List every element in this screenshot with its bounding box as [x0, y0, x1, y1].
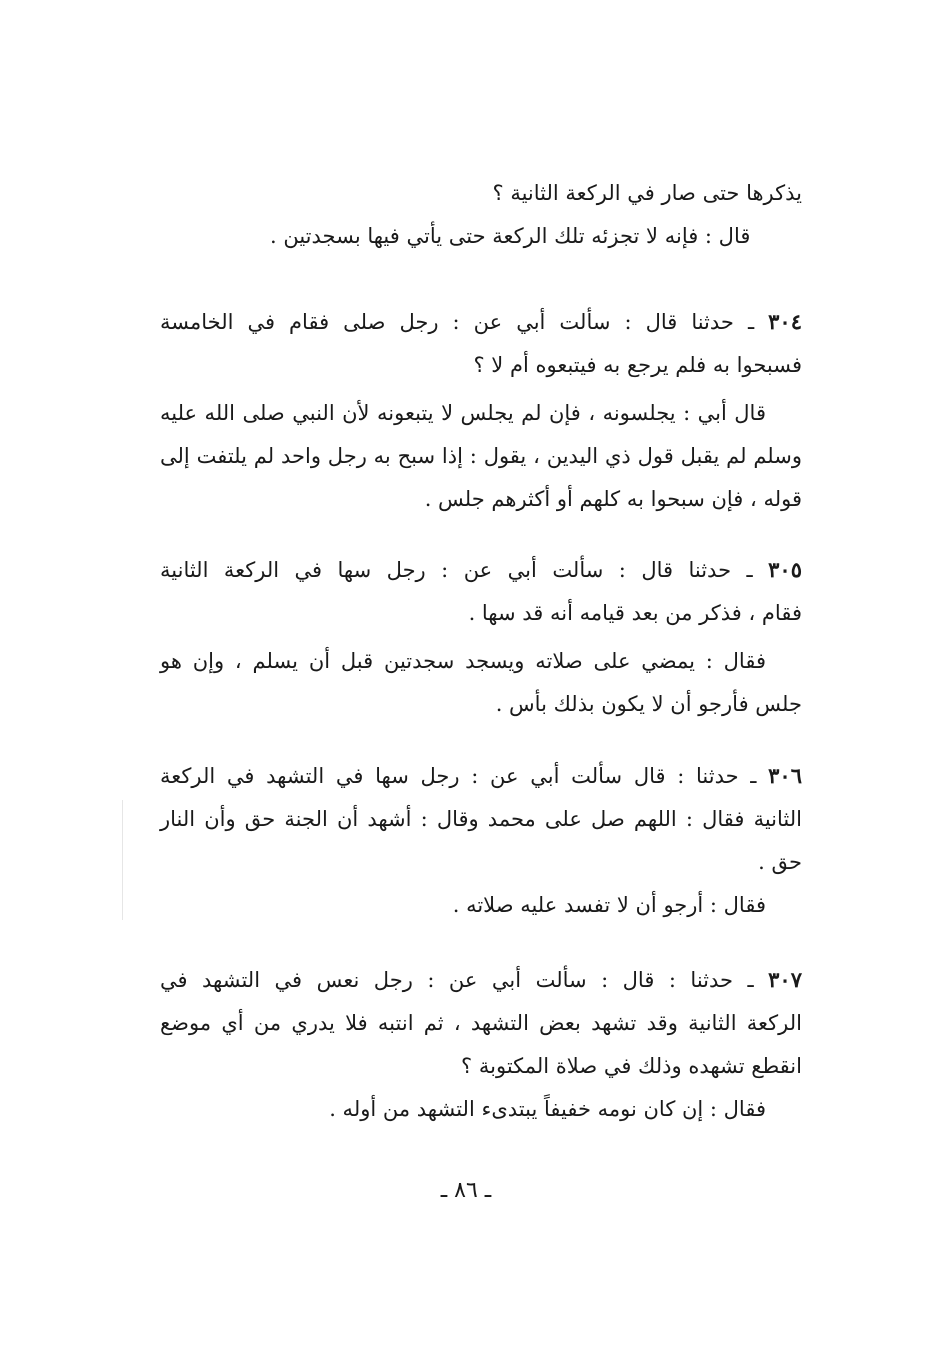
scan-edge-mark — [122, 800, 123, 920]
page-number: ـ ٨٦ ـ — [440, 1178, 492, 1203]
entry-number: ٣٠٧ — [768, 967, 802, 992]
text-line: فقام ، فذكر من بعد قيامه أنه قد سها . — [468, 601, 802, 625]
text-line: يذكرها حتى صار في الركعة الثانية ؟ — [492, 181, 802, 205]
entry-305 — [160, 548, 802, 726]
text-line: ـ حدثنا : قال : سألت أبي عن : رجل نعس في التشهد في — [160, 968, 754, 992]
text-line: فسبحوا به فلم يرجع به فيتبعوه أم لا ؟ — [473, 353, 802, 377]
text-line: الثانية فقال : اللهم صل على محمد وقال : أشهد أن الجنة حق وأن النار — [160, 807, 802, 831]
text-line: حق . — [758, 850, 802, 874]
text-line: الركعة الثانية وقد تشهد بعض التشهد ، ثم انتبه فلا يدري من أي موضع — [160, 1011, 802, 1035]
entry-heading-line — [160, 548, 802, 592]
text-line: فقال : أرجو أن لا تفسد عليه صلاته . — [452, 893, 766, 917]
entry-307 — [160, 958, 802, 1131]
text-line: قوله ، فإن سبحوا به كلهم أو أكثرهم جلس . — [424, 487, 802, 511]
text-line: فقال : إن كان نومه خفيفاً يبتدىء التشهد من أوله . — [329, 1097, 766, 1121]
text-line: قال أبي : يجلسونه ، فإن لم يجلس لا يتبعونه لأن النبي صلى الله عليه — [160, 401, 766, 425]
text-line: قال : فإنه لا تجزئه تلك الركعة حتى يأتي فيها بسجدتين . — [270, 224, 751, 248]
text-line: ـ حدثنا قال : سألت أبي عن : رجل سها في الركعة الثانية — [160, 558, 753, 582]
entry-heading-line — [160, 300, 802, 344]
entry-number: ٣٠٥ — [768, 557, 802, 582]
text-line: وسلم لم يقبل قول ذي اليدين ، يقول : إذا سبح به رجل واحد لم يلتفت إلى — [160, 444, 802, 468]
entry-306 — [160, 754, 802, 927]
entry-number: ٣٠٤ — [768, 309, 802, 334]
entry-heading-line — [160, 958, 802, 1002]
opening-paragraph — [160, 172, 802, 258]
entry-304 — [160, 300, 802, 521]
text-line: ـ حدثنا قال : سألت أبي عن : رجل صلى فقام في الخامسة — [160, 310, 755, 334]
text-line: ـ حدثنا : قال سألت أبي عن : رجل سها في التشهد في الركعة — [160, 764, 757, 788]
text-line: فقال : يمضي على صلاته ويسجد سجدتين قبل أن يسلم ، وإن هو — [160, 649, 766, 673]
entry-number: ٣٠٦ — [768, 763, 802, 788]
entry-heading-line — [160, 754, 802, 798]
text-line: جلس فأرجو أن لا يكون بذلك بأس . — [495, 692, 802, 716]
text-line: انقطع تشهده وذلك في صلاة المكتوبة ؟ — [461, 1054, 802, 1078]
